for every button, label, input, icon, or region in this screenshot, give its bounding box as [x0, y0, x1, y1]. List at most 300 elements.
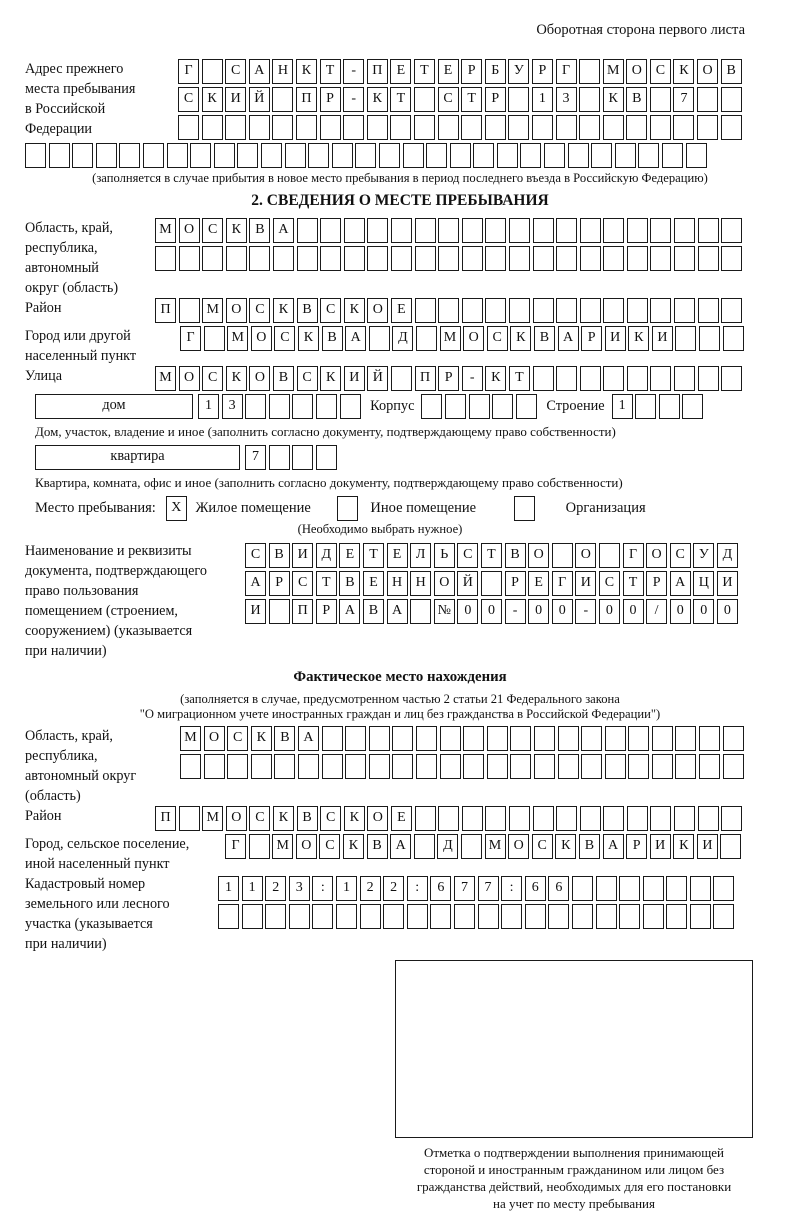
- char-cell[interactable]: -: [343, 87, 364, 112]
- char-cell[interactable]: [674, 246, 695, 271]
- char-cell[interactable]: [596, 876, 617, 901]
- char-cell[interactable]: [249, 246, 270, 271]
- char-cell[interactable]: А: [670, 571, 691, 596]
- char-cell[interactable]: [509, 298, 530, 323]
- char-cell[interactable]: [469, 394, 490, 419]
- char-cell[interactable]: [367, 218, 388, 243]
- char-cell[interactable]: М: [202, 298, 223, 323]
- char-cell[interactable]: [697, 87, 718, 112]
- char-cell[interactable]: С: [274, 326, 295, 351]
- char-cell[interactable]: [320, 246, 341, 271]
- char-cell[interactable]: [509, 218, 530, 243]
- char-cell[interactable]: [721, 366, 742, 391]
- char-cell[interactable]: К: [251, 726, 272, 751]
- char-cell[interactable]: К: [485, 366, 506, 391]
- char-cell[interactable]: М: [485, 834, 506, 859]
- char-cell[interactable]: [723, 726, 744, 751]
- char-cell[interactable]: Е: [390, 59, 411, 84]
- char-cell[interactable]: П: [292, 599, 313, 624]
- char-cell[interactable]: [509, 806, 530, 831]
- char-cell[interactable]: [462, 806, 483, 831]
- char-cell[interactable]: Т: [509, 366, 530, 391]
- char-cell[interactable]: [508, 87, 529, 112]
- char-cell[interactable]: [414, 115, 435, 140]
- char-cell[interactable]: [438, 298, 459, 323]
- char-cell[interactable]: 0: [693, 599, 714, 624]
- char-cell[interactable]: [383, 904, 404, 929]
- char-cell[interactable]: 0: [528, 599, 549, 624]
- char-cell[interactable]: А: [390, 834, 411, 859]
- char-cell[interactable]: [485, 806, 506, 831]
- char-cell[interactable]: [690, 904, 711, 929]
- char-cell[interactable]: [25, 143, 46, 168]
- char-cell[interactable]: [438, 218, 459, 243]
- char-cell[interactable]: [492, 394, 513, 419]
- char-cell[interactable]: С: [225, 59, 246, 84]
- char-cell[interactable]: [416, 726, 437, 751]
- char-cell[interactable]: [96, 143, 117, 168]
- char-cell[interactable]: [580, 246, 601, 271]
- char-cell[interactable]: [650, 246, 671, 271]
- char-cell[interactable]: [534, 754, 555, 779]
- char-cell[interactable]: Т: [363, 543, 384, 568]
- char-cell[interactable]: [699, 726, 720, 751]
- char-cell[interactable]: [178, 115, 199, 140]
- char-cell[interactable]: И: [605, 326, 626, 351]
- char-cell[interactable]: [292, 445, 313, 470]
- char-cell[interactable]: [289, 904, 310, 929]
- char-cell[interactable]: И: [245, 599, 266, 624]
- char-cell[interactable]: [713, 876, 734, 901]
- char-cell[interactable]: Б: [485, 59, 506, 84]
- char-cell[interactable]: 2: [360, 876, 381, 901]
- char-cell[interactable]: Т: [316, 571, 337, 596]
- char-cell[interactable]: Г: [552, 571, 573, 596]
- char-cell[interactable]: [416, 326, 437, 351]
- char-cell[interactable]: С: [202, 218, 223, 243]
- char-cell[interactable]: [510, 726, 531, 751]
- char-cell[interactable]: 0: [481, 599, 502, 624]
- char-cell[interactable]: 0: [552, 599, 573, 624]
- char-cell[interactable]: [251, 754, 272, 779]
- char-cell[interactable]: [674, 366, 695, 391]
- char-cell[interactable]: [297, 246, 318, 271]
- char-cell[interactable]: [627, 366, 648, 391]
- char-cell[interactable]: [627, 246, 648, 271]
- char-cell[interactable]: 0: [623, 599, 644, 624]
- char-cell[interactable]: 3: [289, 876, 310, 901]
- char-cell[interactable]: [360, 904, 381, 929]
- char-cell[interactable]: В: [363, 599, 384, 624]
- char-cell[interactable]: [438, 246, 459, 271]
- char-cell[interactable]: [697, 115, 718, 140]
- char-cell[interactable]: Г: [180, 326, 201, 351]
- char-cell[interactable]: 6: [525, 876, 546, 901]
- char-cell[interactable]: С: [320, 806, 341, 831]
- char-cell[interactable]: [652, 754, 673, 779]
- char-cell[interactable]: [49, 143, 70, 168]
- char-cell[interactable]: О: [528, 543, 549, 568]
- char-cell[interactable]: 1: [198, 394, 219, 419]
- char-cell[interactable]: О: [204, 726, 225, 751]
- char-cell[interactable]: -: [343, 59, 364, 84]
- char-cell[interactable]: Л: [410, 543, 431, 568]
- char-cell[interactable]: [391, 246, 412, 271]
- char-cell[interactable]: В: [367, 834, 388, 859]
- char-cell[interactable]: [556, 806, 577, 831]
- char-cell[interactable]: В: [273, 366, 294, 391]
- char-cell[interactable]: [720, 834, 741, 859]
- char-cell[interactable]: 3: [556, 87, 577, 112]
- char-cell[interactable]: [675, 326, 696, 351]
- char-cell[interactable]: [698, 218, 719, 243]
- char-cell[interactable]: [497, 143, 518, 168]
- char-cell[interactable]: [533, 298, 554, 323]
- char-cell[interactable]: И: [225, 87, 246, 112]
- char-cell[interactable]: [558, 754, 579, 779]
- char-cell[interactable]: Т: [623, 571, 644, 596]
- char-cell[interactable]: [245, 394, 266, 419]
- char-cell[interactable]: О: [697, 59, 718, 84]
- char-cell[interactable]: [430, 904, 451, 929]
- char-cell[interactable]: [699, 326, 720, 351]
- char-cell[interactable]: [261, 143, 282, 168]
- char-cell[interactable]: С: [487, 326, 508, 351]
- char-cell[interactable]: К: [555, 834, 576, 859]
- char-cell[interactable]: [572, 904, 593, 929]
- char-cell[interactable]: [558, 726, 579, 751]
- char-cell[interactable]: :: [312, 876, 333, 901]
- char-cell[interactable]: :: [501, 876, 522, 901]
- char-cell[interactable]: [534, 726, 555, 751]
- char-cell[interactable]: [721, 806, 742, 831]
- char-cell[interactable]: А: [249, 59, 270, 84]
- char-cell[interactable]: Д: [316, 543, 337, 568]
- char-cell[interactable]: [292, 394, 313, 419]
- char-cell[interactable]: М: [227, 326, 248, 351]
- char-cell[interactable]: [603, 246, 624, 271]
- char-cell[interactable]: [379, 143, 400, 168]
- char-cell[interactable]: [407, 904, 428, 929]
- char-cell[interactable]: К: [367, 87, 388, 112]
- char-cell[interactable]: Е: [528, 571, 549, 596]
- char-cell[interactable]: [544, 143, 565, 168]
- char-cell[interactable]: [580, 218, 601, 243]
- char-cell[interactable]: [180, 754, 201, 779]
- char-cell[interactable]: [579, 59, 600, 84]
- char-cell[interactable]: [532, 115, 553, 140]
- char-cell[interactable]: [269, 445, 290, 470]
- char-cell[interactable]: Й: [457, 571, 478, 596]
- char-cell[interactable]: П: [415, 366, 436, 391]
- char-cell[interactable]: [643, 876, 664, 901]
- char-cell[interactable]: В: [579, 834, 600, 859]
- char-cell[interactable]: [390, 115, 411, 140]
- char-cell[interactable]: [461, 115, 482, 140]
- char-cell[interactable]: М: [272, 834, 293, 859]
- char-cell[interactable]: И: [292, 543, 313, 568]
- char-cell[interactable]: [478, 904, 499, 929]
- char-cell[interactable]: [226, 246, 247, 271]
- char-cell[interactable]: О: [646, 543, 667, 568]
- char-cell[interactable]: [721, 218, 742, 243]
- char-cell[interactable]: Е: [391, 298, 412, 323]
- char-cell[interactable]: -: [575, 599, 596, 624]
- char-cell[interactable]: [274, 754, 295, 779]
- char-cell[interactable]: [699, 754, 720, 779]
- char-cell[interactable]: К: [320, 366, 341, 391]
- char-cell[interactable]: [721, 87, 742, 112]
- char-cell[interactable]: В: [339, 571, 360, 596]
- char-cell[interactable]: Д: [437, 834, 458, 859]
- char-cell[interactable]: М: [155, 218, 176, 243]
- char-cell[interactable]: О: [296, 834, 317, 859]
- char-cell[interactable]: О: [367, 298, 388, 323]
- char-cell[interactable]: К: [273, 298, 294, 323]
- char-cell[interactable]: [650, 806, 671, 831]
- char-cell[interactable]: С: [438, 87, 459, 112]
- char-cell[interactable]: [552, 543, 573, 568]
- char-cell[interactable]: [698, 246, 719, 271]
- char-cell[interactable]: [487, 726, 508, 751]
- char-cell[interactable]: [242, 904, 263, 929]
- char-cell[interactable]: [673, 115, 694, 140]
- char-cell[interactable]: К: [673, 834, 694, 859]
- char-cell[interactable]: [603, 366, 624, 391]
- char-cell[interactable]: М: [202, 806, 223, 831]
- char-cell[interactable]: [485, 115, 506, 140]
- char-cell[interactable]: 1: [336, 876, 357, 901]
- char-cell[interactable]: И: [697, 834, 718, 859]
- char-cell[interactable]: К: [202, 87, 223, 112]
- char-cell[interactable]: [214, 143, 235, 168]
- char-cell[interactable]: [568, 143, 589, 168]
- char-cell[interactable]: -: [505, 599, 526, 624]
- char-cell[interactable]: [572, 876, 593, 901]
- char-cell[interactable]: 1: [242, 876, 263, 901]
- char-cell[interactable]: У: [693, 543, 714, 568]
- char-cell[interactable]: 6: [430, 876, 451, 901]
- char-cell[interactable]: [369, 754, 390, 779]
- char-cell[interactable]: С: [249, 806, 270, 831]
- char-cell[interactable]: [227, 754, 248, 779]
- char-cell[interactable]: В: [505, 543, 526, 568]
- char-cell[interactable]: [462, 218, 483, 243]
- char-cell[interactable]: [345, 726, 366, 751]
- char-cell[interactable]: [369, 326, 390, 351]
- char-cell[interactable]: [628, 754, 649, 779]
- apartment-box[interactable]: квартира: [35, 445, 240, 470]
- char-cell[interactable]: [272, 87, 293, 112]
- char-cell[interactable]: [650, 87, 671, 112]
- char-cell[interactable]: Д: [717, 543, 738, 568]
- char-cell[interactable]: [643, 904, 664, 929]
- char-cell[interactable]: С: [670, 543, 691, 568]
- char-cell[interactable]: [463, 726, 484, 751]
- char-cell[interactable]: Г: [623, 543, 644, 568]
- char-cell[interactable]: [308, 143, 329, 168]
- char-cell[interactable]: 7: [454, 876, 475, 901]
- char-cell[interactable]: [533, 246, 554, 271]
- char-cell[interactable]: [367, 246, 388, 271]
- char-cell[interactable]: А: [558, 326, 579, 351]
- char-cell[interactable]: В: [626, 87, 647, 112]
- char-cell[interactable]: [485, 246, 506, 271]
- char-cell[interactable]: [520, 143, 541, 168]
- char-cell[interactable]: М: [440, 326, 461, 351]
- char-cell[interactable]: Н: [387, 571, 408, 596]
- char-cell[interactable]: М: [155, 366, 176, 391]
- char-cell[interactable]: [628, 726, 649, 751]
- char-cell[interactable]: О: [434, 571, 455, 596]
- char-cell[interactable]: -: [462, 366, 483, 391]
- char-cell[interactable]: О: [508, 834, 529, 859]
- char-cell[interactable]: [72, 143, 93, 168]
- char-cell[interactable]: Й: [367, 366, 388, 391]
- char-cell[interactable]: [674, 298, 695, 323]
- char-cell[interactable]: [591, 143, 612, 168]
- char-cell[interactable]: С: [599, 571, 620, 596]
- char-cell[interactable]: О: [226, 806, 247, 831]
- char-cell[interactable]: С: [457, 543, 478, 568]
- char-cell[interactable]: О: [367, 806, 388, 831]
- char-cell[interactable]: Т: [320, 59, 341, 84]
- char-cell[interactable]: И: [575, 571, 596, 596]
- char-cell[interactable]: [638, 143, 659, 168]
- char-cell[interactable]: [580, 298, 601, 323]
- char-cell[interactable]: [698, 298, 719, 323]
- char-cell[interactable]: [272, 115, 293, 140]
- char-cell[interactable]: П: [155, 298, 176, 323]
- char-cell[interactable]: [627, 218, 648, 243]
- char-cell[interactable]: С: [319, 834, 340, 859]
- char-cell[interactable]: [603, 806, 624, 831]
- char-cell[interactable]: Ь: [434, 543, 455, 568]
- char-cell[interactable]: [533, 366, 554, 391]
- char-cell[interactable]: А: [273, 218, 294, 243]
- char-cell[interactable]: [605, 726, 626, 751]
- char-cell[interactable]: [603, 298, 624, 323]
- char-cell[interactable]: [218, 904, 239, 929]
- char-cell[interactable]: Н: [410, 571, 431, 596]
- char-cell[interactable]: [698, 806, 719, 831]
- char-cell[interactable]: Р: [269, 571, 290, 596]
- char-cell[interactable]: [391, 366, 412, 391]
- char-cell[interactable]: Т: [414, 59, 435, 84]
- char-cell[interactable]: [619, 904, 640, 929]
- char-cell[interactable]: [662, 143, 683, 168]
- char-cell[interactable]: [179, 806, 200, 831]
- char-cell[interactable]: [533, 806, 554, 831]
- char-cell[interactable]: [322, 754, 343, 779]
- char-cell[interactable]: [599, 543, 620, 568]
- char-cell[interactable]: И: [652, 326, 673, 351]
- char-cell[interactable]: 2: [383, 876, 404, 901]
- char-cell[interactable]: В: [534, 326, 555, 351]
- char-cell[interactable]: [454, 904, 475, 929]
- char-cell[interactable]: Д: [392, 326, 413, 351]
- char-cell[interactable]: [414, 834, 435, 859]
- char-cell[interactable]: В: [249, 218, 270, 243]
- char-cell[interactable]: С: [297, 366, 318, 391]
- char-cell[interactable]: В: [721, 59, 742, 84]
- char-cell[interactable]: [501, 904, 522, 929]
- char-cell[interactable]: В: [322, 326, 343, 351]
- char-cell[interactable]: [721, 298, 742, 323]
- char-cell[interactable]: С: [202, 366, 223, 391]
- char-cell[interactable]: [410, 599, 431, 624]
- char-cell[interactable]: [421, 394, 442, 419]
- char-cell[interactable]: [675, 726, 696, 751]
- char-cell[interactable]: [510, 754, 531, 779]
- char-cell[interactable]: [675, 754, 696, 779]
- char-cell[interactable]: [179, 246, 200, 271]
- char-cell[interactable]: [581, 754, 602, 779]
- char-cell[interactable]: А: [339, 599, 360, 624]
- char-cell[interactable]: [462, 246, 483, 271]
- char-cell[interactable]: [674, 806, 695, 831]
- char-cell[interactable]: К: [603, 87, 624, 112]
- char-cell[interactable]: [556, 298, 577, 323]
- char-cell[interactable]: 0: [717, 599, 738, 624]
- char-cell[interactable]: [336, 904, 357, 929]
- char-cell[interactable]: [445, 394, 466, 419]
- char-cell[interactable]: О: [575, 543, 596, 568]
- char-cell[interactable]: Г: [556, 59, 577, 84]
- char-cell[interactable]: [426, 143, 447, 168]
- char-cell[interactable]: 0: [599, 599, 620, 624]
- char-cell[interactable]: [440, 726, 461, 751]
- char-cell[interactable]: С: [292, 571, 313, 596]
- char-cell[interactable]: П: [296, 87, 317, 112]
- char-cell[interactable]: [713, 904, 734, 929]
- char-cell[interactable]: [548, 904, 569, 929]
- char-cell[interactable]: [556, 366, 577, 391]
- char-cell[interactable]: [698, 366, 719, 391]
- char-cell[interactable]: А: [298, 726, 319, 751]
- char-cell[interactable]: [237, 143, 258, 168]
- char-cell[interactable]: [721, 246, 742, 271]
- char-cell[interactable]: Р: [485, 87, 506, 112]
- char-cell[interactable]: [332, 143, 353, 168]
- char-cell[interactable]: [650, 115, 671, 140]
- char-cell[interactable]: [487, 754, 508, 779]
- char-cell[interactable]: [450, 143, 471, 168]
- char-cell[interactable]: [690, 876, 711, 901]
- char-cell[interactable]: Н: [272, 59, 293, 84]
- char-cell[interactable]: [438, 115, 459, 140]
- char-cell[interactable]: Ц: [693, 571, 714, 596]
- char-cell[interactable]: 1: [532, 87, 553, 112]
- char-cell[interactable]: [269, 599, 290, 624]
- char-cell[interactable]: [556, 115, 577, 140]
- char-cell[interactable]: [415, 806, 436, 831]
- char-cell[interactable]: [659, 394, 680, 419]
- stay-type-checkbox-other[interactable]: [337, 496, 358, 521]
- char-cell[interactable]: [650, 366, 671, 391]
- char-cell[interactable]: А: [603, 834, 624, 859]
- char-cell[interactable]: [579, 115, 600, 140]
- char-cell[interactable]: [666, 904, 687, 929]
- char-cell[interactable]: [367, 115, 388, 140]
- char-cell[interactable]: [619, 876, 640, 901]
- char-cell[interactable]: А: [345, 326, 366, 351]
- char-cell[interactable]: [615, 143, 636, 168]
- char-cell[interactable]: 6: [548, 876, 569, 901]
- char-cell[interactable]: К: [298, 326, 319, 351]
- char-cell[interactable]: Т: [481, 543, 502, 568]
- char-cell[interactable]: [204, 754, 225, 779]
